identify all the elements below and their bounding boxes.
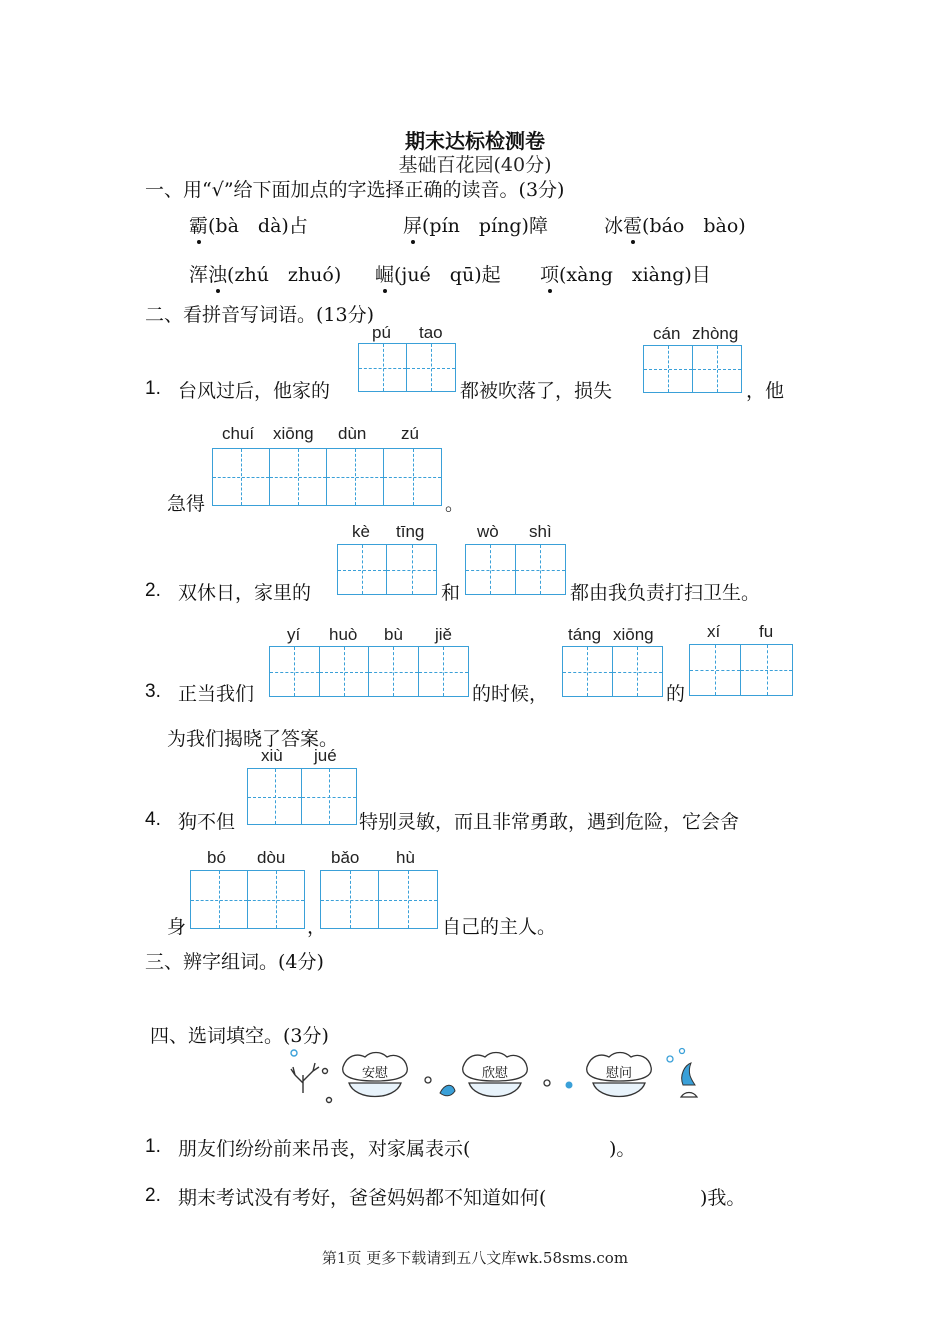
writing-grid-xifu[interactable] <box>689 644 793 696</box>
pinyin-xiong: xiōng <box>273 424 314 443</box>
q1-number: 1. <box>145 378 161 399</box>
q4-text-b: 特别灵敏，而且非常勇敢，遇到危险，它会舍 <box>359 811 740 833</box>
pinyin-tao: tao <box>419 323 443 342</box>
q2-text-a: 双休日，家里的 <box>178 582 312 604</box>
section1-heading: 一、用“√”给下面加点的字选择正确的读音。(3分) <box>145 179 565 201</box>
writing-grid-putao[interactable] <box>358 343 456 392</box>
pron-item-2: 屏(pín píng)障 <box>403 215 548 237</box>
pinyin-pu: pú <box>372 323 391 342</box>
seaweed-icon <box>682 1063 695 1085</box>
q4-text-c: 身 <box>167 916 187 938</box>
pinyin-chui: chuí <box>222 424 255 443</box>
bubble-icon <box>667 1056 673 1062</box>
pinyin-dou: dòu <box>257 848 286 867</box>
pron-item-5: 崛(jué qū)起 <box>375 264 501 286</box>
pinyin-shi: shì <box>529 522 552 541</box>
writing-grid-woshi[interactable] <box>465 544 566 595</box>
q3-text-b: 的时候， <box>472 683 549 705</box>
word-option-weiwen: 慰问 <box>605 1066 632 1081</box>
pron-item-6: 项(xàng xiàng)目 <box>540 264 711 286</box>
q3-text-d: 为我们揭晓了答案。 <box>167 728 339 750</box>
writing-grid-keting[interactable] <box>337 544 437 595</box>
section3-heading: 三、辨字组词。(4分) <box>145 951 324 973</box>
q2-text-c: 都由我负责打扫卫生。 <box>570 582 761 604</box>
page-subtitle: 基础百花园(40分) <box>398 154 552 176</box>
s4-q2-number: 2. <box>145 1185 161 1206</box>
s4-q1-blank[interactable] <box>524 1130 604 1160</box>
q3-number: 3. <box>145 681 161 702</box>
pinyin-xiong2: xiōng <box>613 625 654 644</box>
q1-text-e: 。 <box>445 493 465 515</box>
pinyin-jie: jiě <box>435 625 453 644</box>
pinyin-xi: xí <box>707 622 721 641</box>
pinyin-tang: táng <box>568 625 602 644</box>
q1-text-c: ，他 <box>746 380 785 402</box>
pinyin-huo: huò <box>329 625 358 644</box>
section2-heading: 二、看拼音写词语。(13分) <box>145 304 375 326</box>
writing-grid-baohu[interactable] <box>320 870 438 929</box>
pron-item-3: 冰雹(báo bào) <box>604 215 746 237</box>
pinyin-jue: jué <box>314 746 337 765</box>
writing-grid-bodou[interactable] <box>190 870 305 929</box>
bubble-icon <box>566 1082 573 1089</box>
pinyin-bo: bó <box>207 848 226 867</box>
pinyin-bu: bù <box>384 625 403 644</box>
pinyin-wo: wò <box>477 522 499 541</box>
pinyin-dun: dùn <box>338 424 367 443</box>
pinyin-ke: kè <box>352 522 370 541</box>
writing-grid-canzhong[interactable] <box>643 345 742 393</box>
q3-text-a: 正当我们 <box>178 683 255 705</box>
q2-number: 2. <box>145 580 161 601</box>
pron-item-1: 霸(bà dà)占 <box>189 215 308 237</box>
bubble-icon <box>680 1049 685 1054</box>
coral-icon <box>291 1063 332 1103</box>
section4-heading: 四、选词填空。(3分) <box>150 1025 329 1047</box>
s4-q2-text-b: )我。 <box>700 1187 746 1209</box>
writing-grid-yihuobujie[interactable] <box>269 646 469 697</box>
pinyin-zu: zú <box>401 424 419 443</box>
q2-text-b: 和 <box>441 582 461 604</box>
word-option-anwei: 安慰 <box>361 1066 388 1081</box>
q4-text-e: 自己的主人。 <box>442 916 557 938</box>
bubble-icon <box>425 1077 431 1083</box>
q1-text-b: 都被吹落了，损失 <box>460 380 613 402</box>
s4-q2-blank[interactable] <box>616 1179 696 1209</box>
writing-grid-tangxiong[interactable] <box>562 646 663 697</box>
q4-text-a: 狗不但 <box>178 811 236 833</box>
word-option-xinwei: 欣慰 <box>481 1066 508 1081</box>
q3-text-c: 的 <box>666 683 686 705</box>
s4-q1-number: 1. <box>145 1136 161 1157</box>
page-footer: 第1页 更多下载请到五八文库wk.58sms.com <box>321 1249 629 1267</box>
q1-text-d: 急得 <box>167 493 206 515</box>
q4-number: 4. <box>145 809 161 830</box>
q1-text-a: 台风过后，他家的 <box>178 380 331 402</box>
bubble-icon <box>544 1080 550 1086</box>
writing-grid-xiujue[interactable] <box>247 768 357 825</box>
q4-text-d: ， <box>307 916 327 938</box>
pinyin-xiu: xiù <box>261 746 283 765</box>
small-shell-icon <box>681 1093 697 1098</box>
leaf-icon <box>440 1085 455 1096</box>
pinyin-bao: bǎo <box>331 848 360 867</box>
pinyin-fu: fu <box>759 622 774 641</box>
page-title: 期末达标检测卷 <box>405 129 545 153</box>
pinyin-zhong: zhòng <box>692 324 739 343</box>
pinyin-ting: tīng <box>396 522 425 541</box>
pinyin-can: cán <box>653 324 681 343</box>
pinyin-yi: yí <box>287 625 301 644</box>
s4-q1-text-b: )。 <box>609 1138 636 1160</box>
s4-q2-text-a: 期末考试没有考好，爸爸妈妈都不知道如何( <box>178 1187 547 1209</box>
pron-item-4: 浑浊(zhú zhuó) <box>189 264 342 286</box>
pinyin-hu: hù <box>396 848 415 867</box>
s4-q1-text-a: 朋友们纷纷前来吊丧，对家属表示( <box>178 1138 471 1160</box>
writing-grid-chuixiongdunzu[interactable] <box>212 448 442 506</box>
bubble-icon <box>291 1050 297 1056</box>
